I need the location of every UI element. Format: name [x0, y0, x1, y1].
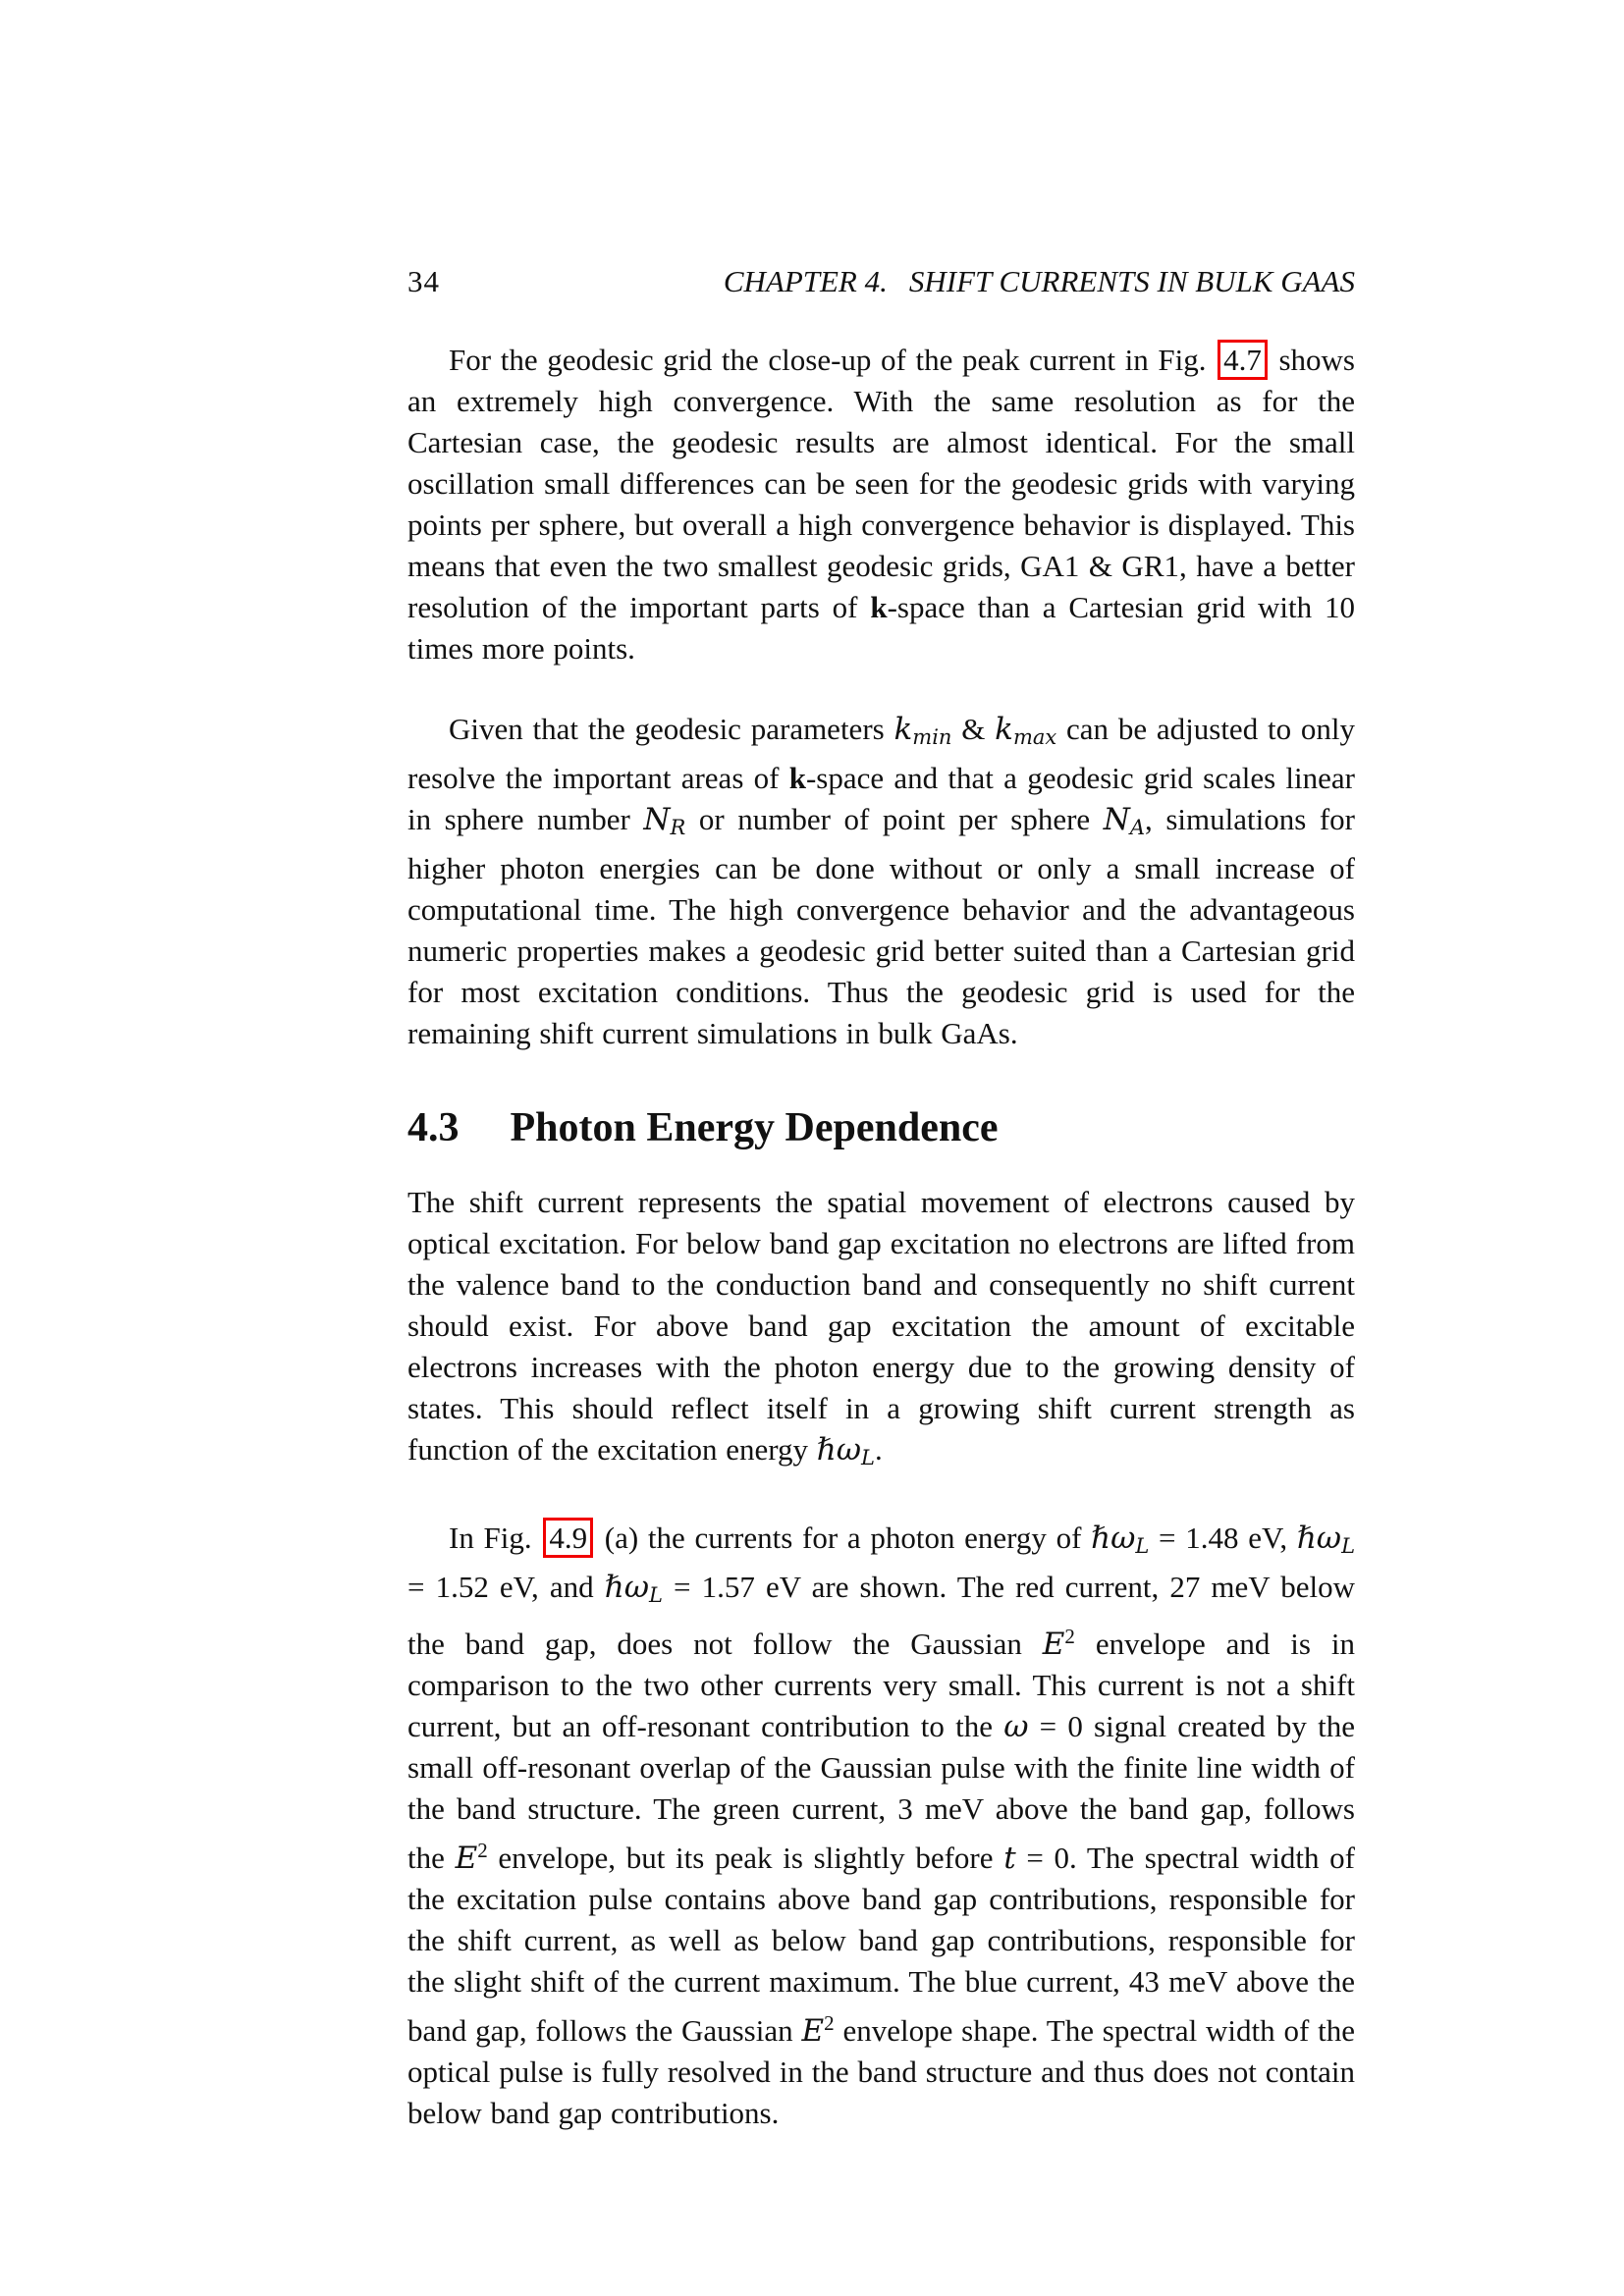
math-run: N — [1103, 802, 1130, 837]
text-run: -space than a Cartesian grid with 10 times more points. — [407, 590, 1355, 666]
text-run: In Fig. — [449, 1521, 542, 1555]
text-run: = 0 signal created by the small off-resonant overlap of the Gaussian pulse with the finite line width of the band structure. The green current, 3 meV above the band gap, follows the — [407, 1709, 1355, 1875]
subscript-run: L — [861, 1446, 875, 1469]
subscript-run: L — [1135, 1534, 1150, 1558]
text-run: envelope shape. The spectral width of the optical pulse is fully resolved in the band structure and thus does not contain below band gap contributions. — [407, 2013, 1355, 2130]
math-run: E — [1042, 1627, 1065, 1662]
page-body — [407, 340, 1355, 2173]
text-run: For the geodesic grid the close-up of the peak current in Fig. — [449, 343, 1217, 377]
superscript-run: 2 — [477, 1839, 488, 1862]
math-run: k — [995, 712, 1013, 747]
subscript-run: L — [649, 1583, 663, 1607]
running-header-chapter-label: CHAPTER 4. — [723, 264, 888, 298]
figure-link-4-9[interactable]: 4.9 — [543, 1518, 593, 1558]
page-number: 34 — [407, 264, 440, 298]
bold-run: k — [788, 761, 806, 795]
math-run: E — [455, 1841, 478, 1876]
subscript-run: R — [670, 816, 686, 839]
text-run: & — [951, 712, 996, 746]
text-run: envelope, but its peak is slightly before — [487, 1841, 1004, 1875]
paragraph — [407, 709, 1355, 1054]
text-run: envelope and is in comparison to the two other currents very small. This current is not a shift current, but an off-resonant contribution to the — [407, 1627, 1355, 1743]
bold-run: k — [870, 590, 888, 624]
text-run: Given that the geodesic parameters — [449, 712, 894, 746]
text-run: The shift current represents the spatial movement of electrons caused by optical excitation. For below band gap excitation no electrons are lifted from the valence band to the conduction band and consequently no shift current should exist. For above band gap excitation the amount of excitable electrons increases with the photon energy due to the growing density of states. This should reflect itself in a growing shift current strength as function of the excitation energy — [407, 1185, 1355, 1467]
paragraph — [407, 1518, 1355, 2134]
running-header-title: SHIFT CURRENTS IN BULK GAAS — [908, 264, 1355, 298]
math-run: N — [643, 802, 671, 837]
math-run: ℏω — [1091, 1521, 1136, 1556]
text-run: can be adjusted to only resolve the important areas of — [407, 712, 1355, 795]
math-run: k — [893, 712, 913, 747]
paragraph — [407, 1182, 1355, 1478]
superscript-run: 2 — [824, 2011, 835, 2035]
math-run: t — [1003, 1841, 1016, 1876]
text-run: -space and that a geodesic grid scales linear in sphere number — [407, 761, 1355, 836]
paragraph — [407, 340, 1355, 669]
math-run: ω — [1003, 1709, 1029, 1744]
running-header — [407, 263, 1355, 300]
text-run: = 0. The spectral width of the excitation pulse contains above band gap contributions, responsible for the shift current, as well as below band gap contributions, responsible for the slight shift of the current maximum. The blue current, 43 meV above the band gap, follows the Gaussian — [407, 1841, 1356, 2048]
section-number: 4.3 — [407, 1105, 460, 1150]
math-run: ℏω — [1296, 1521, 1342, 1556]
math-run: ℏω — [604, 1570, 649, 1605]
text-run: . — [874, 1432, 883, 1467]
text-run: or number of point per sphere — [685, 802, 1104, 836]
subscript-run: max — [1012, 725, 1057, 749]
subscript-run: min — [912, 725, 952, 749]
text-run: (a) the currents for a photon energy of — [595, 1521, 1092, 1555]
text-run: = 1.48 eV, — [1149, 1521, 1297, 1555]
section-heading — [407, 1103, 1355, 1152]
running-header-chapter-title — [724, 263, 1355, 300]
subscript-run: A — [1129, 816, 1146, 839]
math-run: ℏω — [816, 1432, 862, 1468]
subscript-run: L — [1341, 1534, 1356, 1558]
text-run: , simulations for higher photon energies can be done without or only a small increase of computational time. The high convergence behavior and the advantageous numeric properties makes a geodesic grid better suited than a Cartesian grid for most excitation conditions. Thus the geodesic grid is used for the remaining shift current simulations in bulk GaAs. — [407, 802, 1355, 1050]
text-run: = 1.52 eV, and — [407, 1570, 605, 1604]
text-run: = 1.57 eV are shown. The red current, 27 meV below the band gap, does not follow the Gaussian — [407, 1570, 1355, 1661]
text-run: shows an extremely high convergence. With the same resolution as for the Cartesian case, the geodesic results are almost identical. For the small oscillation small differences can be seen for the geodesic grids with varying points per sphere, but overall a high convergence behavior is displayed. This means that even the two smallest geodesic grids, GA1 & GR1, have a better resolution of the important parts of — [407, 343, 1355, 624]
section-title: Photon Energy Dependence — [510, 1105, 999, 1150]
figure-link-4-7[interactable]: 4.7 — [1218, 340, 1268, 380]
math-run: E — [801, 2013, 825, 2049]
superscript-run: 2 — [1064, 1625, 1075, 1648]
